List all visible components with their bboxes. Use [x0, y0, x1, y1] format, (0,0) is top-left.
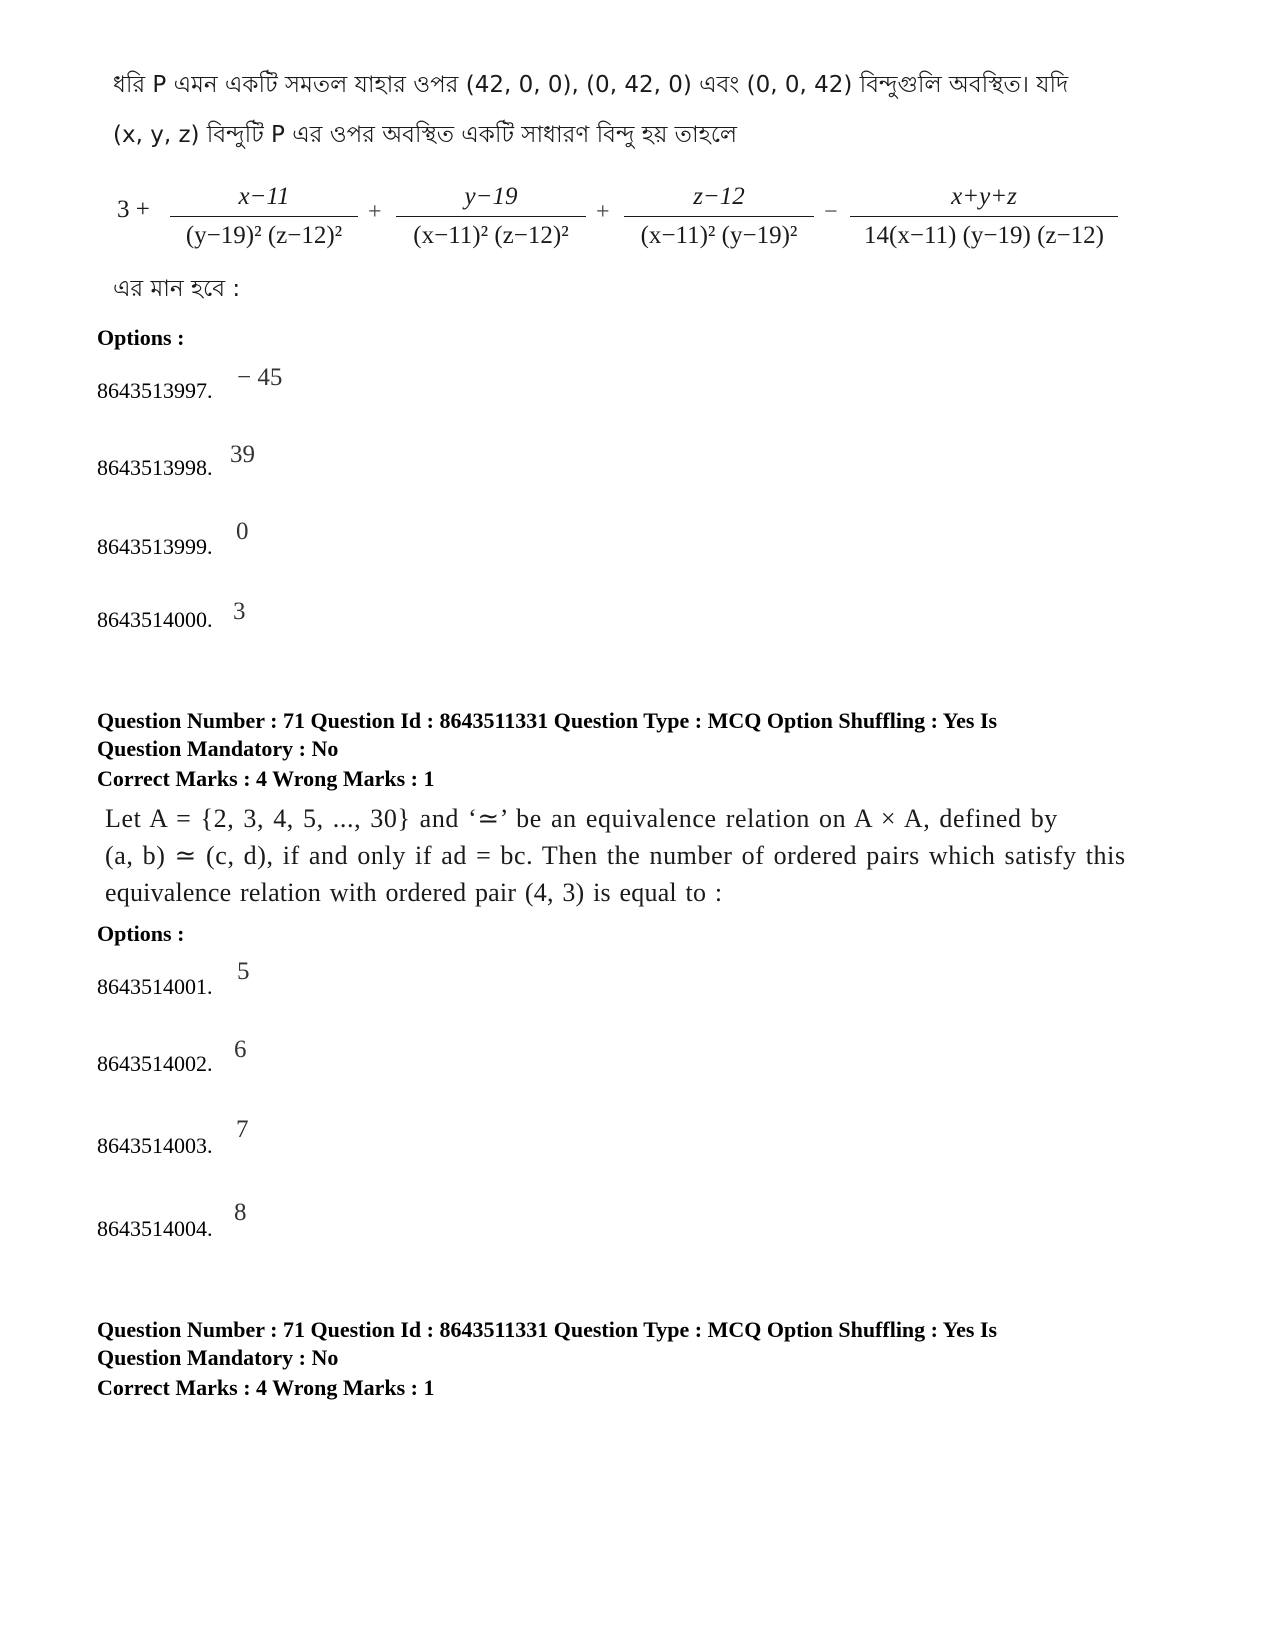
option-id: 8643514003.	[97, 1133, 213, 1158]
fraction-1	[170, 180, 358, 253]
option-value: 6	[234, 1036, 247, 1063]
q70-options-label: Options :	[97, 325, 185, 350]
option-id: 8643513999.	[97, 534, 213, 559]
q71-header-line2: Question Mandatory : No	[97, 736, 339, 761]
q71b-marks: Correct Marks : 4 Wrong Marks : 1	[97, 1375, 435, 1400]
option-value: 5	[237, 958, 250, 985]
q71b-header	[97, 1316, 997, 1372]
option-value: − 45	[237, 364, 283, 391]
fraction-1-numerator: x−11	[238, 183, 290, 210]
fraction-2-denominator: (x−11)² (z−12)²	[413, 222, 569, 249]
expr-op-2: +	[596, 199, 610, 225]
fraction-4-bar	[850, 216, 1118, 217]
option-id: 8643514000.	[97, 607, 213, 632]
expr-lead: 3 +	[117, 196, 150, 223]
fraction-2-bar	[396, 216, 586, 217]
q70-text-line3: এর মান হবে :	[113, 276, 241, 302]
q71-marks: Correct Marks : 4 Wrong Marks : 1	[97, 766, 435, 791]
option-id: 8643513998.	[97, 455, 213, 480]
fraction-1-bar	[170, 216, 358, 217]
q71b-header-line2: Question Mandatory : No	[97, 1345, 339, 1370]
expr-op-3: −	[824, 199, 838, 225]
option-id: 8643514004.	[97, 1216, 213, 1241]
q70-text-line1: ধরি P এমন একটি সমতল যাহার ওপর (42, 0, 0), (0, 42, 0) এবং (0, 0, 42) বিন্দুগুলি অবস্থিত। যদি	[113, 72, 1069, 98]
option-value: 8	[234, 1199, 247, 1226]
expr-op-1: +	[368, 199, 382, 225]
fraction-3	[624, 180, 814, 253]
option-value: 39	[230, 441, 255, 468]
fraction-3-bar	[624, 216, 814, 217]
option-value: 7	[236, 1116, 249, 1143]
option-id: 8643514002.	[97, 1051, 213, 1076]
fraction-2	[396, 180, 586, 253]
fraction-4-numerator: x+y+z	[951, 183, 1017, 210]
fraction-3-denominator: (x−11)² (y−19)²	[640, 222, 798, 249]
fraction-4	[850, 180, 1118, 253]
fraction-2-numerator: y−19	[464, 183, 518, 210]
q70-text-line2: (x, y, z) বিন্দুটি P এর ওপর অবস্থিত একটি সাধারণ বিন্দু হয় তাহলে	[113, 122, 738, 148]
q71-text-line3: equivalence relation with ordered pair (4, 3) is equal to :	[105, 878, 723, 907]
q71-header-line1: Question Number : 71 Question Id : 8643511331 Question Type : MCQ Option Shuffling : Yes Is	[97, 708, 998, 733]
q71-text-line2: (a, b) ≃ (c, d), if and only if ad = bc. Then the number of ordered pairs which satisfy this	[105, 841, 1126, 870]
q71-options-label: Options :	[97, 921, 185, 946]
option-id: 8643514001.	[97, 974, 213, 999]
option-value: 3	[233, 598, 246, 625]
fraction-1-denominator: (y−19)² (z−12)²	[185, 222, 343, 249]
fraction-4-denominator: 14(x−11) (y−19) (z−12)	[864, 222, 1104, 249]
q71b-header-line1: Question Number : 71 Question Id : 8643511331 Question Type : MCQ Option Shuffling : Yes Is	[97, 1317, 998, 1342]
q71-header	[97, 707, 997, 763]
option-id: 8643513997.	[97, 378, 213, 403]
option-value: 0	[236, 518, 249, 545]
q71-text-line1: Let A = {2, 3, 4, 5, ..., 30} and ‘≃’ be an equivalence relation on A × A, defined by	[105, 804, 1058, 833]
fraction-3-numerator: z−12	[693, 183, 745, 210]
